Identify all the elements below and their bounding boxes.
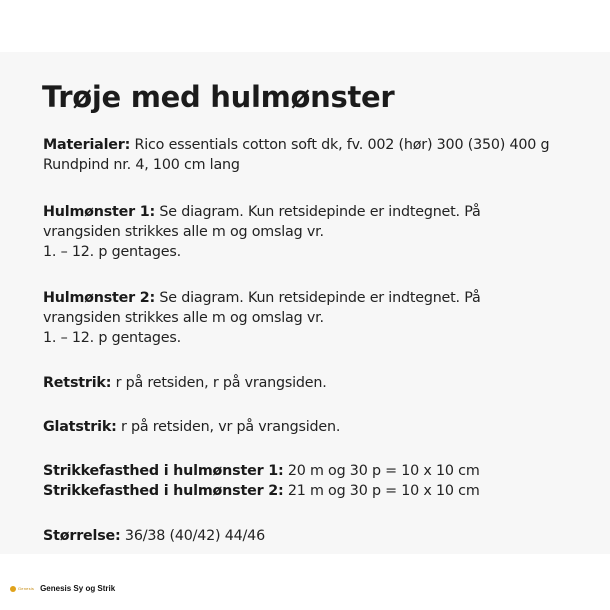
pattern1-line2: vrangsiden strikkes alle m og omslag vr. xyxy=(43,224,324,240)
garter-line xyxy=(43,373,327,393)
stockinette-text: r på retsiden, vr på vrangsiden. xyxy=(116,419,341,435)
gauge1-label: Strikkefasthed i hulmønster 1: xyxy=(43,463,284,479)
gauge2-line xyxy=(43,481,480,501)
size-line xyxy=(43,526,265,546)
brand-logo[interactable] xyxy=(10,586,34,592)
size-text: 36/38 (40/42) 44/46 xyxy=(120,528,265,544)
gauge1-text: 20 m og 30 p = 10 x 10 cm xyxy=(283,463,480,479)
pattern2-section xyxy=(43,288,481,348)
pattern2-line3: 1. – 12. p gentages. xyxy=(43,330,181,346)
materials-section xyxy=(43,135,549,175)
pattern1-line xyxy=(43,202,481,222)
pattern2-label: Hulmønster 2: xyxy=(43,290,156,306)
size-section xyxy=(43,526,265,546)
stockinette-line xyxy=(43,417,340,437)
materials-text: Rico essentials cotton soft dk, fv. 002 (hør) 300 (350) 400 g xyxy=(130,137,550,153)
brand-name: Genesis Sy og Strik xyxy=(40,584,116,593)
pattern1-label: Hulmønster 1: xyxy=(43,204,156,220)
garter-section xyxy=(43,373,327,393)
pattern2-line2: vrangsiden strikkes alle m og omslag vr. xyxy=(43,310,324,326)
logo-icon xyxy=(10,586,16,592)
pattern1-section xyxy=(43,202,481,262)
page-title: Trøje med hulmønster xyxy=(42,80,395,114)
stockinette-section xyxy=(43,417,340,437)
garter-label: Retstrik: xyxy=(43,375,112,391)
materials-line xyxy=(43,135,549,155)
footer xyxy=(10,584,115,593)
pattern1-text: Se diagram. Kun retsidepinde er indtegnet. På xyxy=(155,204,481,220)
stockinette-label: Glatstrik: xyxy=(43,419,117,435)
gauge2-text: 21 m og 30 p = 10 x 10 cm xyxy=(283,483,480,499)
gauge-section xyxy=(43,461,480,501)
gauge1-line xyxy=(43,461,480,481)
materials-needle-line: Rundpind nr. 4, 100 cm lang xyxy=(43,157,240,173)
materials-label: Materialer: xyxy=(43,137,131,153)
gauge2-label: Strikkefasthed i hulmønster 2: xyxy=(43,483,284,499)
size-label: Størrelse: xyxy=(43,528,121,544)
garter-text: r på retsiden, r på vrangsiden. xyxy=(111,375,327,391)
pattern1-line3: 1. – 12. p gentages. xyxy=(43,244,181,260)
logo-text: Genesis xyxy=(18,586,35,591)
pattern2-text: Se diagram. Kun retsidepinde er indtegnet. På xyxy=(155,290,481,306)
pattern2-line xyxy=(43,288,481,308)
